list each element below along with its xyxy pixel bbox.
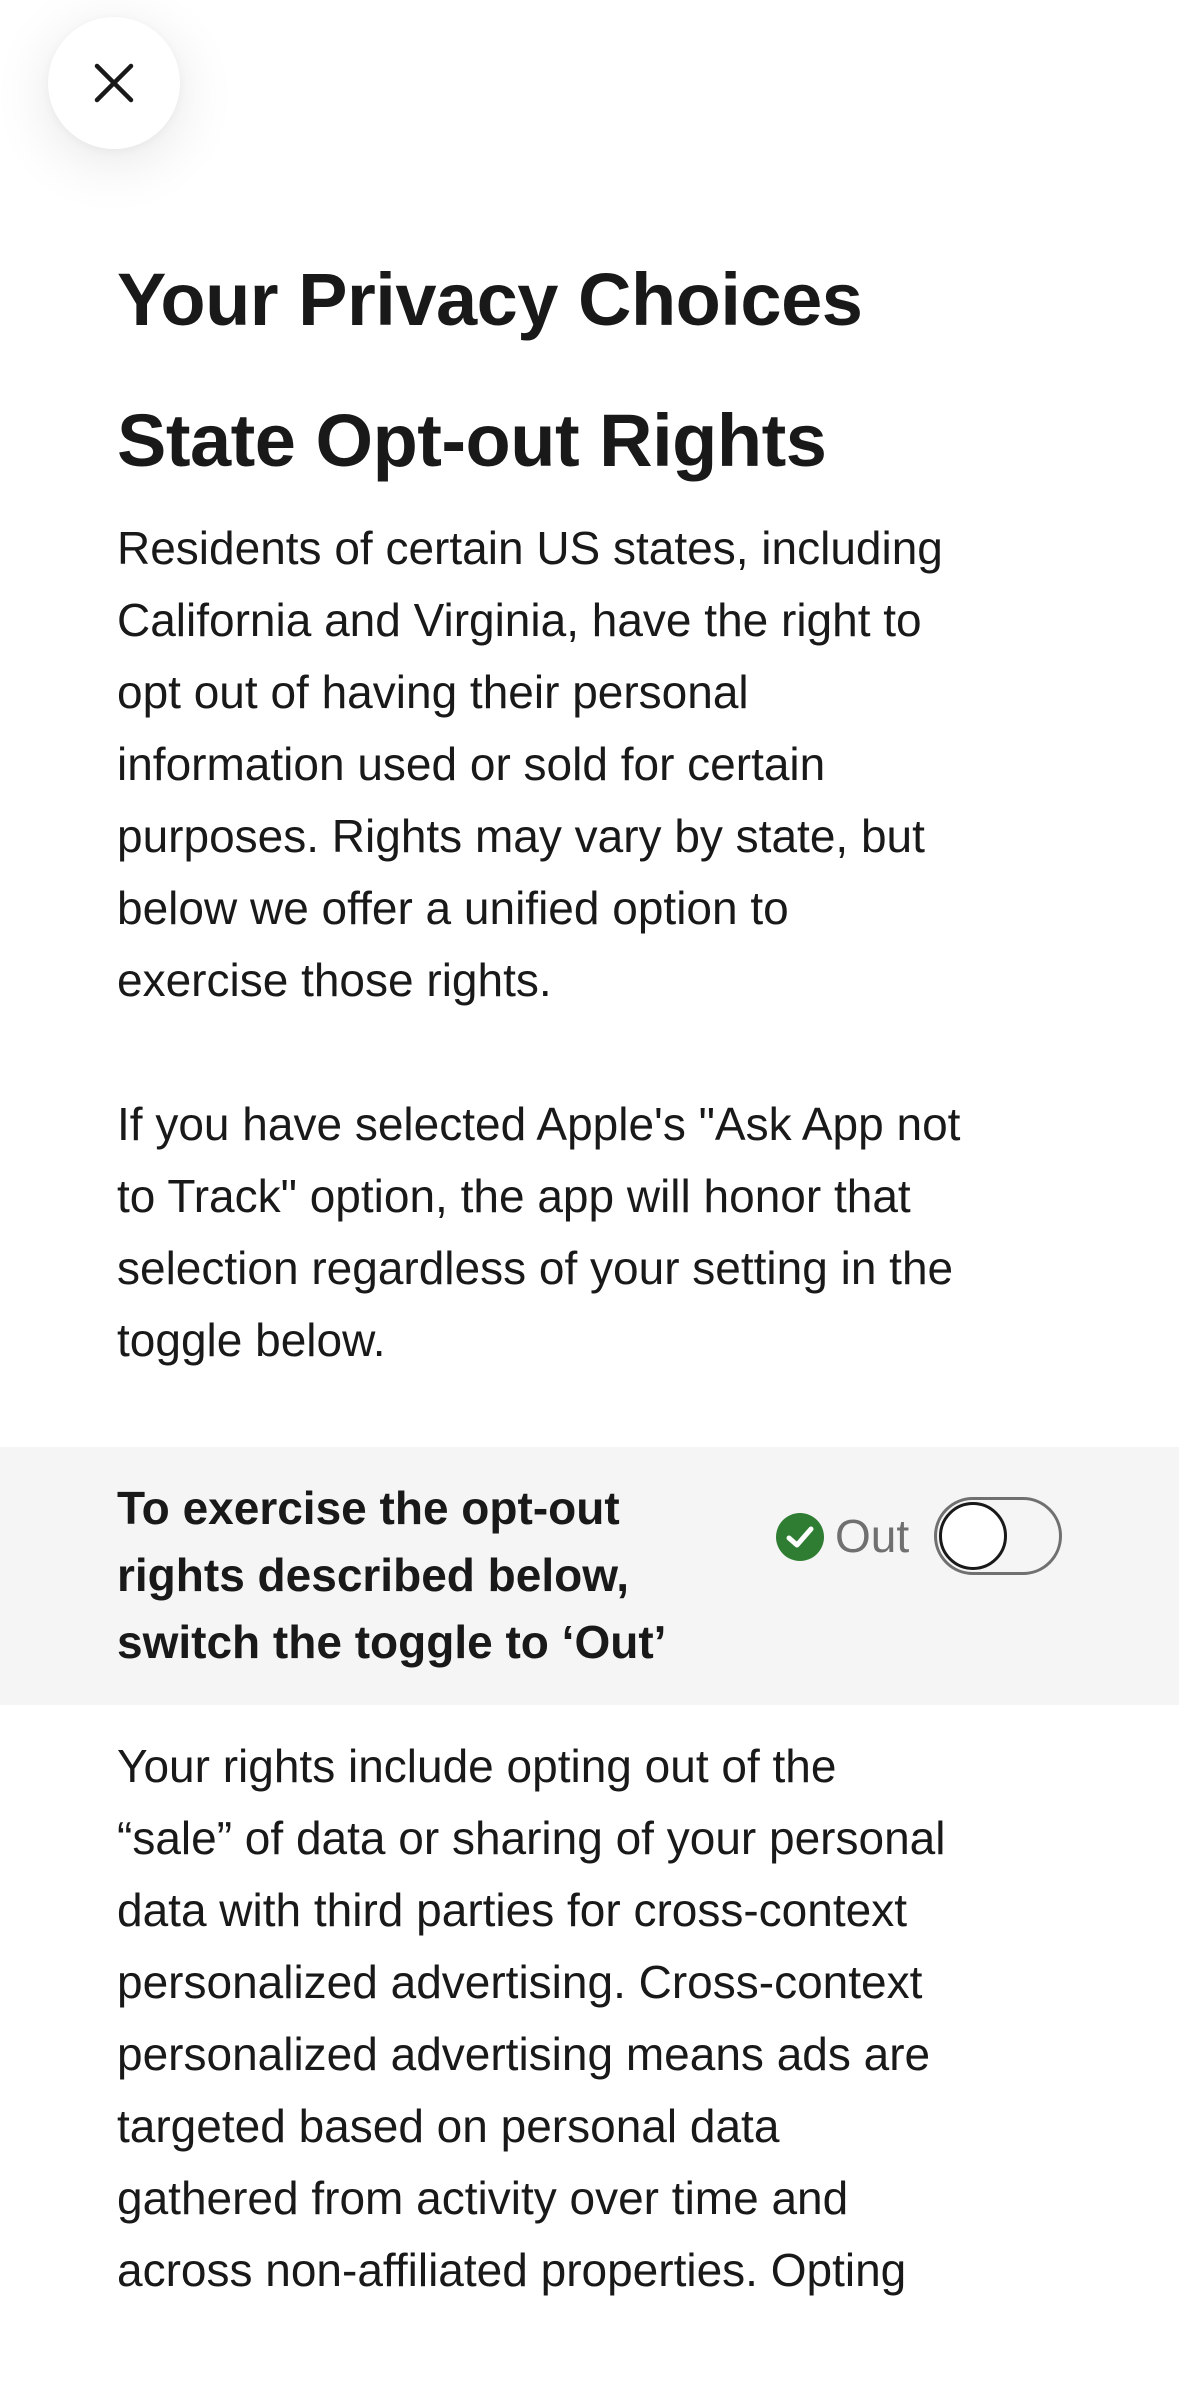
section-title: State Opt-out Rights (117, 399, 827, 482)
rights-text: Your rights include opting out of the “sale” of data or sharing of your personal data with third parties for cross-context personalized advertising. Cross-context personalized advertising means ads are targeted based on personal data gathered from activity over time and across non-affiliated properties. Opting (117, 1740, 946, 2296)
intro-text: Residents of certain US states, including California and Virginia, have the right to opt out of having their personal information used or sold for certain purposes. Rights may vary by state, but below we offer a unified option to exercise those rights. If you have selected Apple's "Ask App not to Track" option, the app will honor that selection regardless of your setting in the toggle below. (117, 522, 961, 1366)
rights-scroll-area[interactable] (0, 1730, 1179, 2300)
close-button[interactable] (48, 17, 180, 149)
close-icon (89, 58, 139, 108)
page-title: Your Privacy Choices (117, 258, 863, 341)
check-circle-icon (775, 1512, 825, 1562)
opt-out-instruction: To exercise the opt-out rights described below, switch the toggle to ‘Out’ (117, 1482, 667, 1668)
opt-out-status-label: Out (835, 1510, 910, 1562)
opt-out-toggle[interactable] (934, 1497, 1062, 1575)
toggle-knob (939, 1502, 1007, 1570)
